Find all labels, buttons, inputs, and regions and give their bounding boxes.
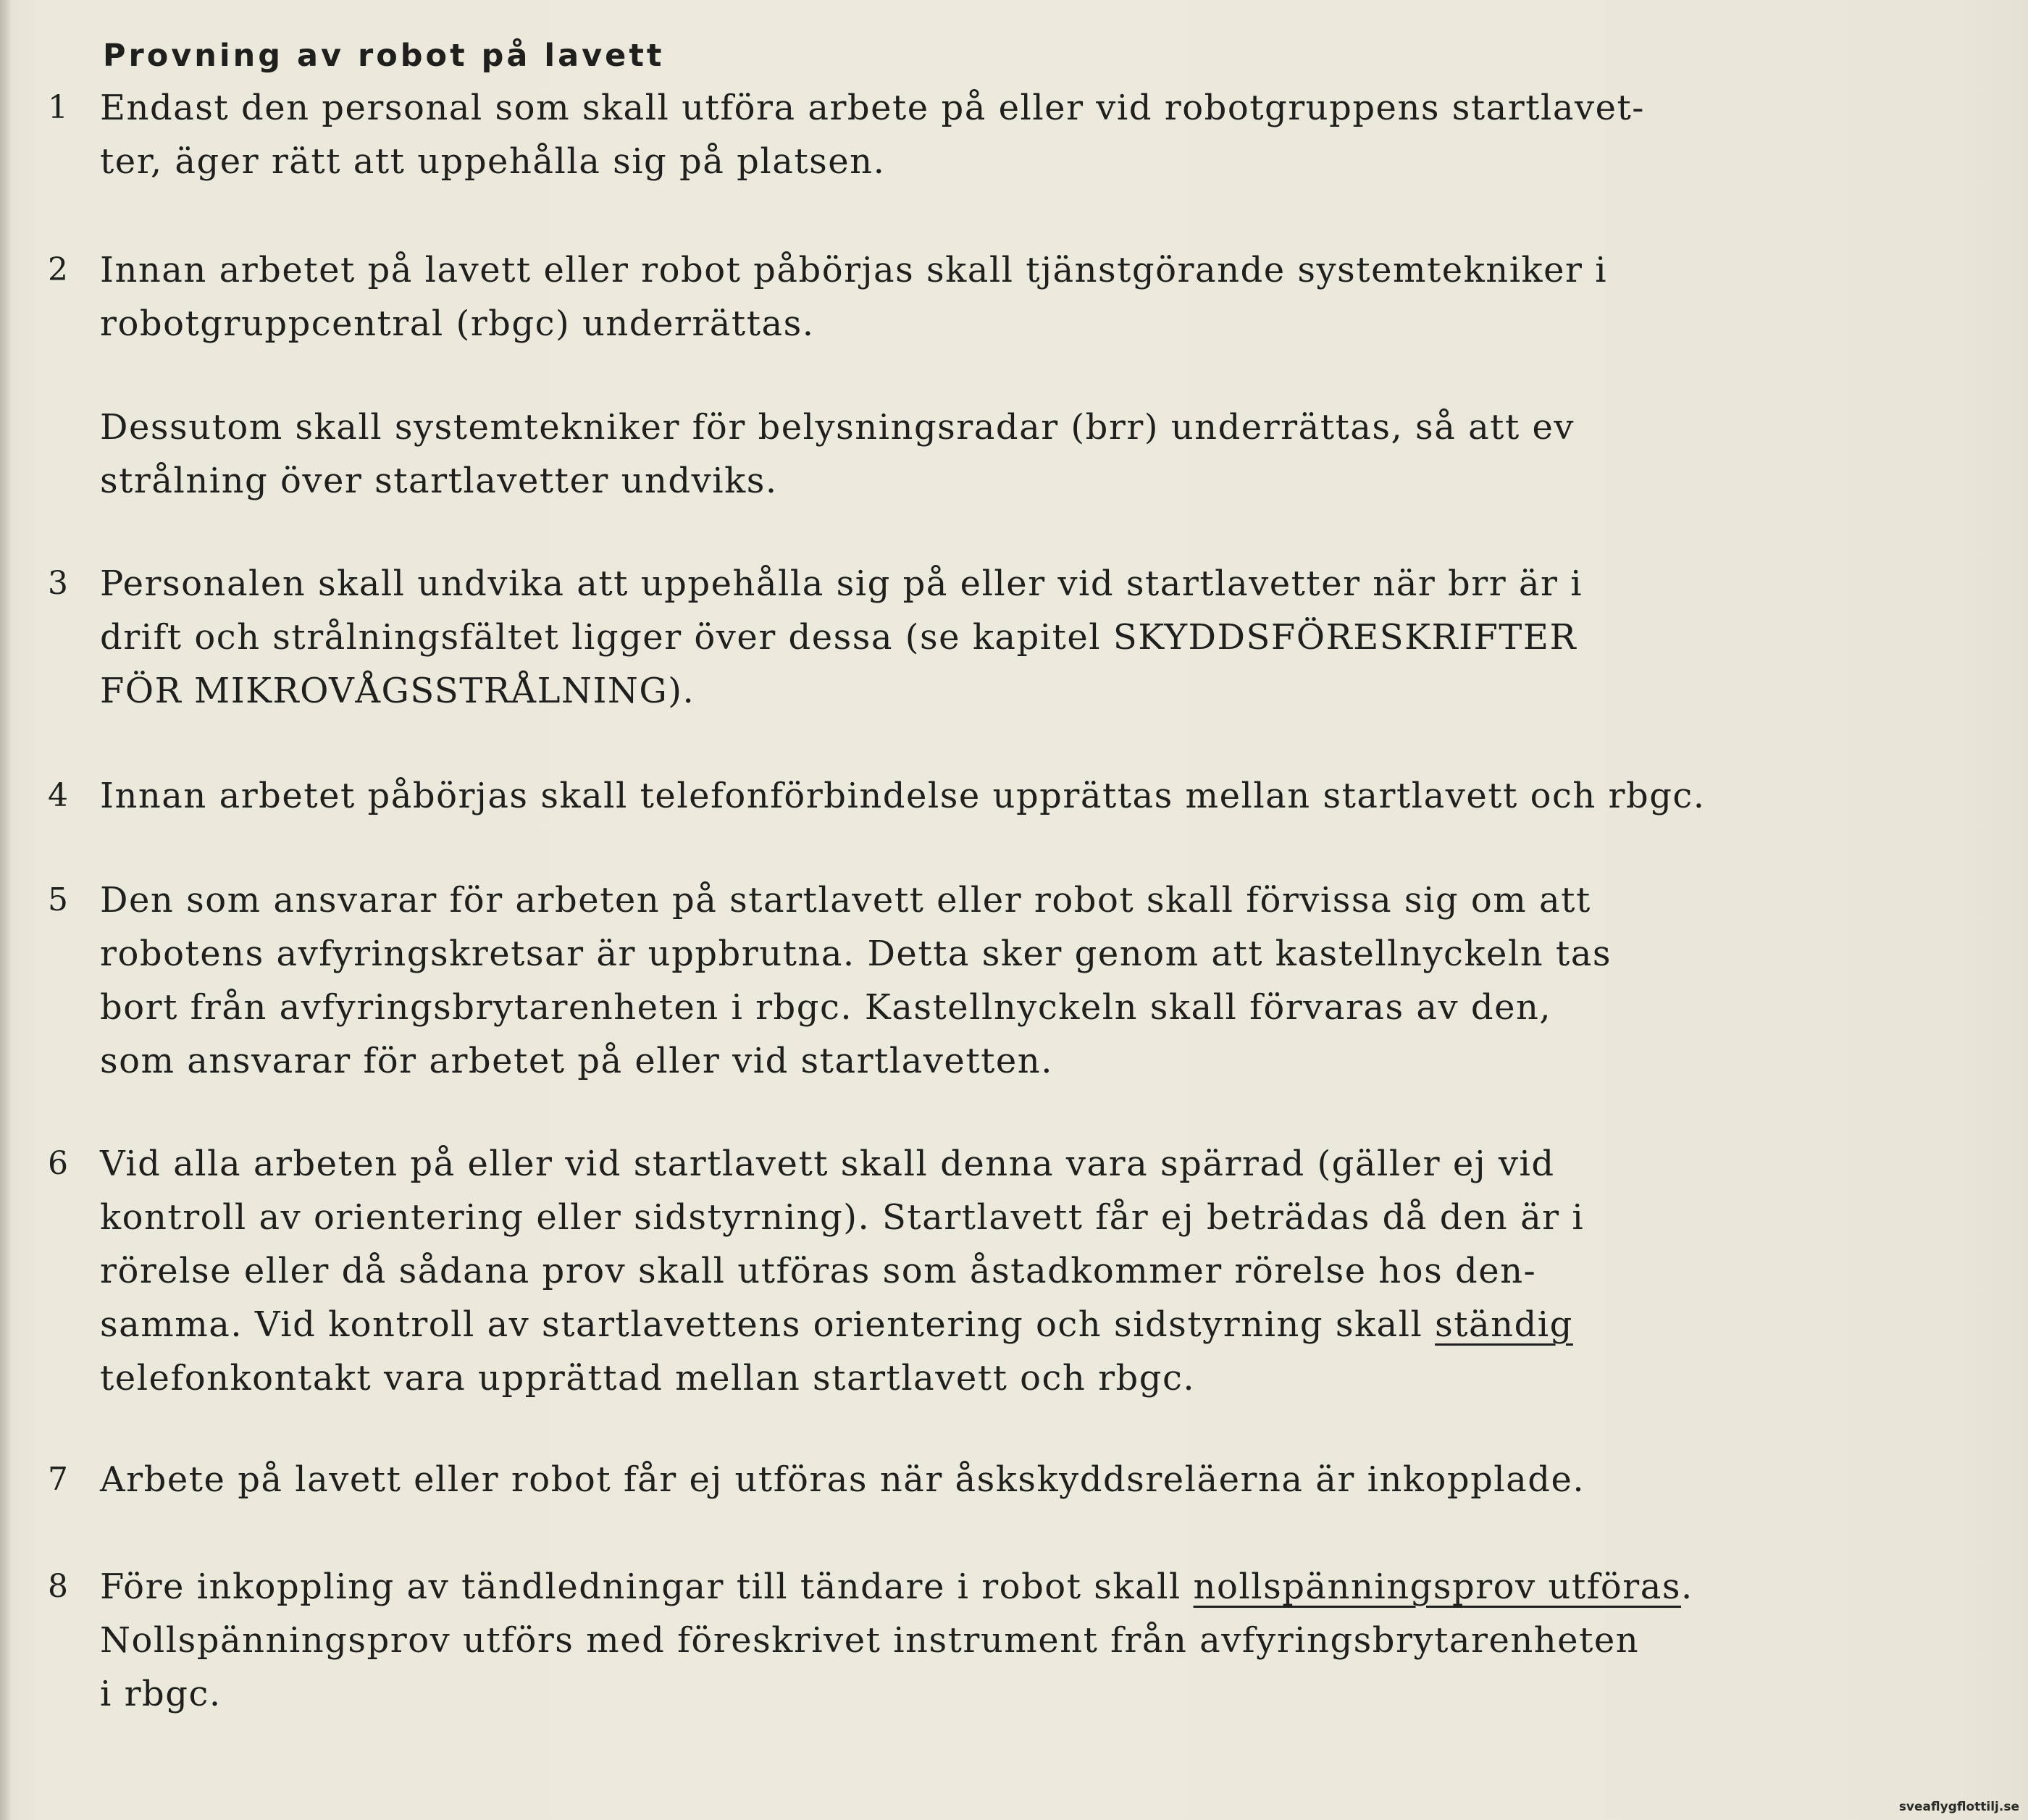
item-paragraph [100,1137,1983,1405]
item-number: 7 [48,1461,68,1498]
text-line: drift och strålningsfältet ligger över dessa (se kapitel SKYDDSFÖRESKRIFTER [100,617,1577,658]
text-line: Arbete på lavett eller robot får ej utföras när åskskyddsreläerna är inkopplade. [100,1459,1585,1500]
text-line: robotgruppcentral (rbgc) underrättas. [100,303,815,344]
text-line: FÖR MIKROVÅGSSTRÅLNING). [100,671,695,711]
text-line: telefonkontakt vara upprättad mellan startlavett och rbgc. [100,1358,1196,1398]
item-paragraph [100,557,1983,718]
item-number: 8 [48,1568,68,1605]
item-paragraph [100,1560,1983,1721]
text-line: ter, äger rätt att uppehålla sig på platsen. [100,141,886,182]
text-line: Nollspänningsprov utförs med föreskrivet instrument från avfyringsbrytarenheten [100,1620,1640,1661]
watermark-text: sveaflygflottilj.se [1898,1800,2019,1814]
text-line: Innan arbetet påbörjas skall telefonförbindelse upprättas mellan startlavett och rbgc. [100,776,1706,816]
text-line: i rbgc. [100,1674,222,1714]
text-line [100,1560,1983,1614]
text-line: Den som ansvarar för arbeten på startlavett eller robot skall förvissa sig om att [100,880,1591,921]
text-segment: samma. Vid kontroll av startlavettens orientering och sidstyrning skall [100,1304,1436,1345]
text-line: Innan arbetet på lavett eller robot påbörjas skall tjänstgörande systemtekniker i [100,250,1608,290]
text-line: Personalen skall undvika att uppehålla sig på eller vid startlavetter när brr är i [100,563,1583,604]
text-line: kontroll av orientering eller sidstyrning). Startlavett får ej beträdas då den är i [100,1197,1585,1238]
text-line: som ansvarar för arbetet på eller vid startlavetten. [100,1041,1053,1081]
item-paragraph [100,769,1983,823]
underlined-text: ständig [1435,1304,1573,1345]
item-paragraph [100,81,1983,188]
text-segment: . [1681,1567,1693,1607]
text-line: Vid alla arbeten på eller vid startlavett skall denna vara spärrad (gäller ej vid [100,1144,1555,1184]
item-paragraph [100,401,1983,508]
text-line: Endast den personal som skall utföra arbete på eller vid robotgruppens startlavet- [100,88,1646,128]
text-line: robotens avfyringskretsar är uppbrutna. Detta sker genom att kastellnyckeln tas [100,934,1612,974]
item-number: 6 [48,1145,68,1182]
text-line: strålning över startlavetter undviks. [100,461,778,501]
text-line: Dessutom skall systemtekniker för belysningsradar (brr) underrättas, så att ev [100,407,1575,448]
page-title: Provning av robot på lavett [103,38,665,74]
item-paragraph [100,873,1983,1088]
text-line [100,1298,1983,1351]
text-segment: Före inkoppling av tändledningar till tändare i robot skall [100,1567,1194,1607]
item-number: 2 [48,251,68,288]
item-number: 1 [48,89,68,126]
page-fold-shadow [0,0,10,1820]
text-line: rörelse eller då sådana prov skall utföras som åstadkommer rörelse hos den- [100,1251,1537,1291]
underlined-text: nollspänningsprov utföras [1193,1567,1681,1607]
item-number: 5 [48,881,68,918]
item-number: 4 [48,777,68,814]
item-number: 3 [48,565,68,602]
item-paragraph [100,1453,1983,1506]
text-line: bort från avfyringsbrytarenheten i rbgc. Kastellnyckeln skall förvaras av den, [100,987,1552,1028]
item-paragraph [100,243,1983,351]
